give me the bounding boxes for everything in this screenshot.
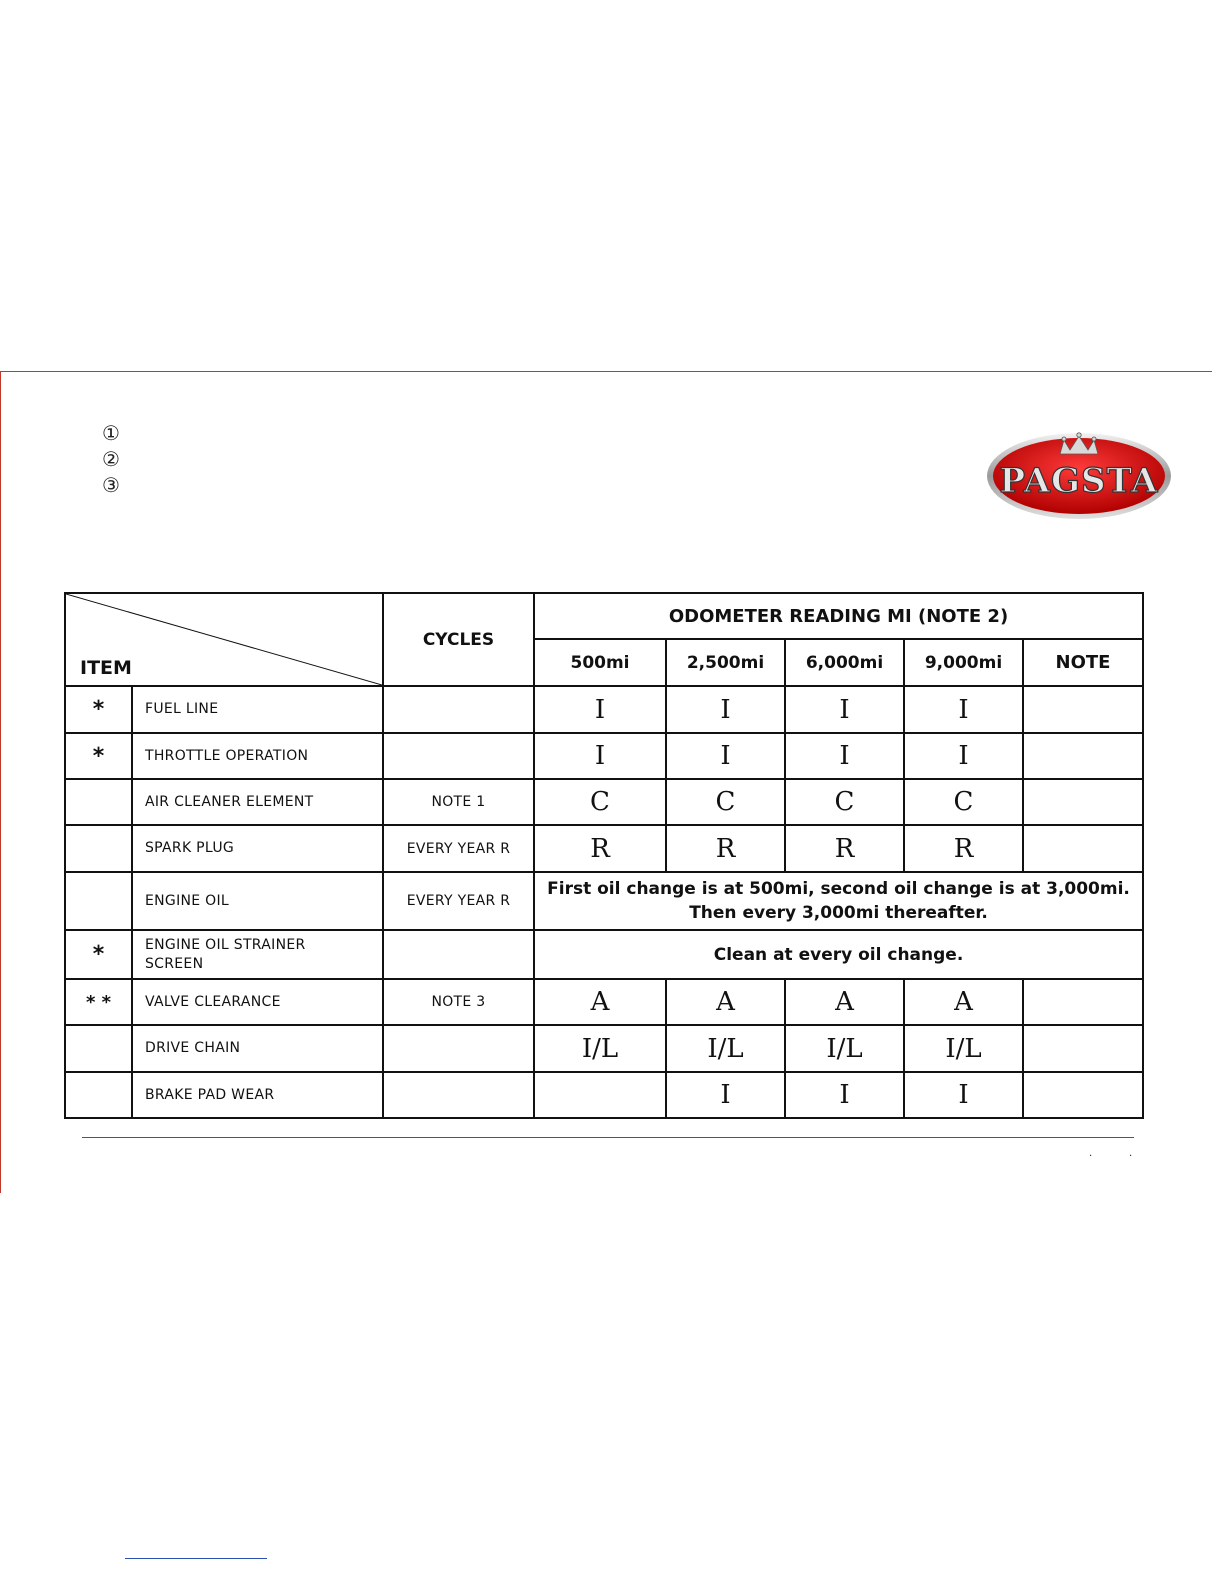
oil-change-line: First oil change is at 500mi, second oil change is at 3,000mi. — [547, 879, 1130, 899]
maintenance-table — [64, 592, 1144, 1119]
col-header: 9,000mi — [904, 639, 1023, 686]
mark-cell: I/L — [785, 1025, 904, 1072]
note-cell — [1023, 733, 1143, 779]
mark-cell: I — [534, 686, 666, 733]
mark-cell: I — [785, 686, 904, 733]
mark-cell: I — [904, 686, 1023, 733]
mark-cell: I/L — [666, 1025, 785, 1072]
pagsta-logo — [980, 430, 1178, 522]
mark-cell: I — [785, 733, 904, 779]
mark-cell: I — [666, 1072, 785, 1118]
mark-cell: A — [534, 979, 666, 1025]
logo-text: PAGSTA — [999, 461, 1159, 501]
odometer-header: ODOMETER READING MI (NOTE 2) — [534, 593, 1143, 639]
mark-cell: I — [534, 733, 666, 779]
mark-cell: C — [785, 779, 904, 825]
mark-cell: R — [785, 825, 904, 872]
item-name: THROTTLE OPERATION — [132, 733, 383, 779]
mark-cell: C — [534, 779, 666, 825]
oil-change-note — [534, 872, 1143, 930]
mark-cell: A — [904, 979, 1023, 1025]
mark-cell: I/L — [904, 1025, 1023, 1072]
note-marker: ③ — [102, 473, 120, 497]
item-name: SPARK PLUG — [132, 825, 383, 872]
col-header: 500mi — [534, 639, 666, 686]
mark-cell — [534, 1072, 666, 1118]
mark-cell: R — [666, 825, 785, 872]
mark-cell: A — [785, 979, 904, 1025]
table-row — [65, 779, 1143, 825]
note-cell — [1023, 1025, 1143, 1072]
item-name-line: SCREEN — [145, 955, 204, 972]
strainer-note: Clean at every oil change. — [534, 930, 1143, 979]
mark-cell: I — [666, 686, 785, 733]
mark-cell: C — [666, 779, 785, 825]
item-name: VALVE CLEARANCE — [132, 979, 383, 1025]
item-name: AIR CLEANER ELEMENT — [132, 779, 383, 825]
item-name-line: ENGINE OIL STRAINER — [145, 936, 306, 953]
table-row — [65, 1025, 1143, 1072]
cycle-cell — [383, 930, 534, 979]
mark-cell: R — [534, 825, 666, 872]
note-cell — [1023, 825, 1143, 872]
cycle-cell: NOTE 1 — [383, 779, 534, 825]
star-marker: * * — [65, 979, 132, 1025]
mark-cell: I — [904, 733, 1023, 779]
item-name: BRAKE PAD WEAR — [132, 1072, 383, 1118]
item-name: DRIVE CHAIN — [132, 1025, 383, 1072]
table-row — [65, 733, 1143, 779]
mark-cell: I/L — [534, 1025, 666, 1072]
note-cell — [1023, 979, 1143, 1025]
cycles-header: CYCLES — [383, 593, 534, 686]
note-header: NOTE — [1023, 639, 1143, 686]
note-cell — [1023, 686, 1143, 733]
note-cell — [1023, 779, 1143, 825]
footer-dot: . — [1129, 1148, 1133, 1159]
cycle-cell — [383, 1072, 534, 1118]
star-marker: * — [65, 733, 132, 779]
note-cell — [1023, 1072, 1143, 1118]
mark-cell: I — [785, 1072, 904, 1118]
mark-cell: C — [904, 779, 1023, 825]
table-row — [65, 979, 1143, 1025]
col-header: 2,500mi — [666, 639, 785, 686]
cycle-cell — [383, 686, 534, 733]
col-header: 6,000mi — [785, 639, 904, 686]
star-marker — [65, 1025, 132, 1072]
star-marker — [65, 1072, 132, 1118]
table-row — [65, 686, 1143, 733]
star-marker: * — [65, 686, 132, 733]
cycle-cell — [383, 1025, 534, 1072]
item-header-label: ITEM — [80, 657, 132, 679]
table-row — [65, 872, 1143, 930]
mark-cell: I — [666, 733, 785, 779]
mark-cell: A — [666, 979, 785, 1025]
table-row — [65, 825, 1143, 872]
note-markers-list — [102, 420, 120, 498]
table-row — [65, 930, 1143, 979]
cycle-cell — [383, 733, 534, 779]
footer-divider — [82, 1137, 1134, 1138]
cycle-cell: EVERY YEAR R — [383, 825, 534, 872]
note-marker: ② — [102, 447, 120, 471]
mark-cell: R — [904, 825, 1023, 872]
star-marker — [65, 825, 132, 872]
mark-cell: I — [904, 1072, 1023, 1118]
link-underline[interactable] — [125, 1558, 267, 1559]
item-name: ENGINE OIL — [132, 872, 383, 930]
table-row — [65, 1072, 1143, 1118]
item-name: FUEL LINE — [132, 686, 383, 733]
item-name — [132, 930, 383, 979]
star-marker — [65, 872, 132, 930]
cycle-cell: NOTE 3 — [383, 979, 534, 1025]
footer-dot: . — [1089, 1148, 1093, 1159]
star-marker: * — [65, 930, 132, 979]
note-marker: ① — [102, 421, 120, 445]
cycle-cell: EVERY YEAR R — [383, 872, 534, 930]
oil-change-line: Then every 3,000mi thereafter. — [689, 903, 988, 923]
item-header — [65, 593, 383, 686]
star-marker — [65, 779, 132, 825]
